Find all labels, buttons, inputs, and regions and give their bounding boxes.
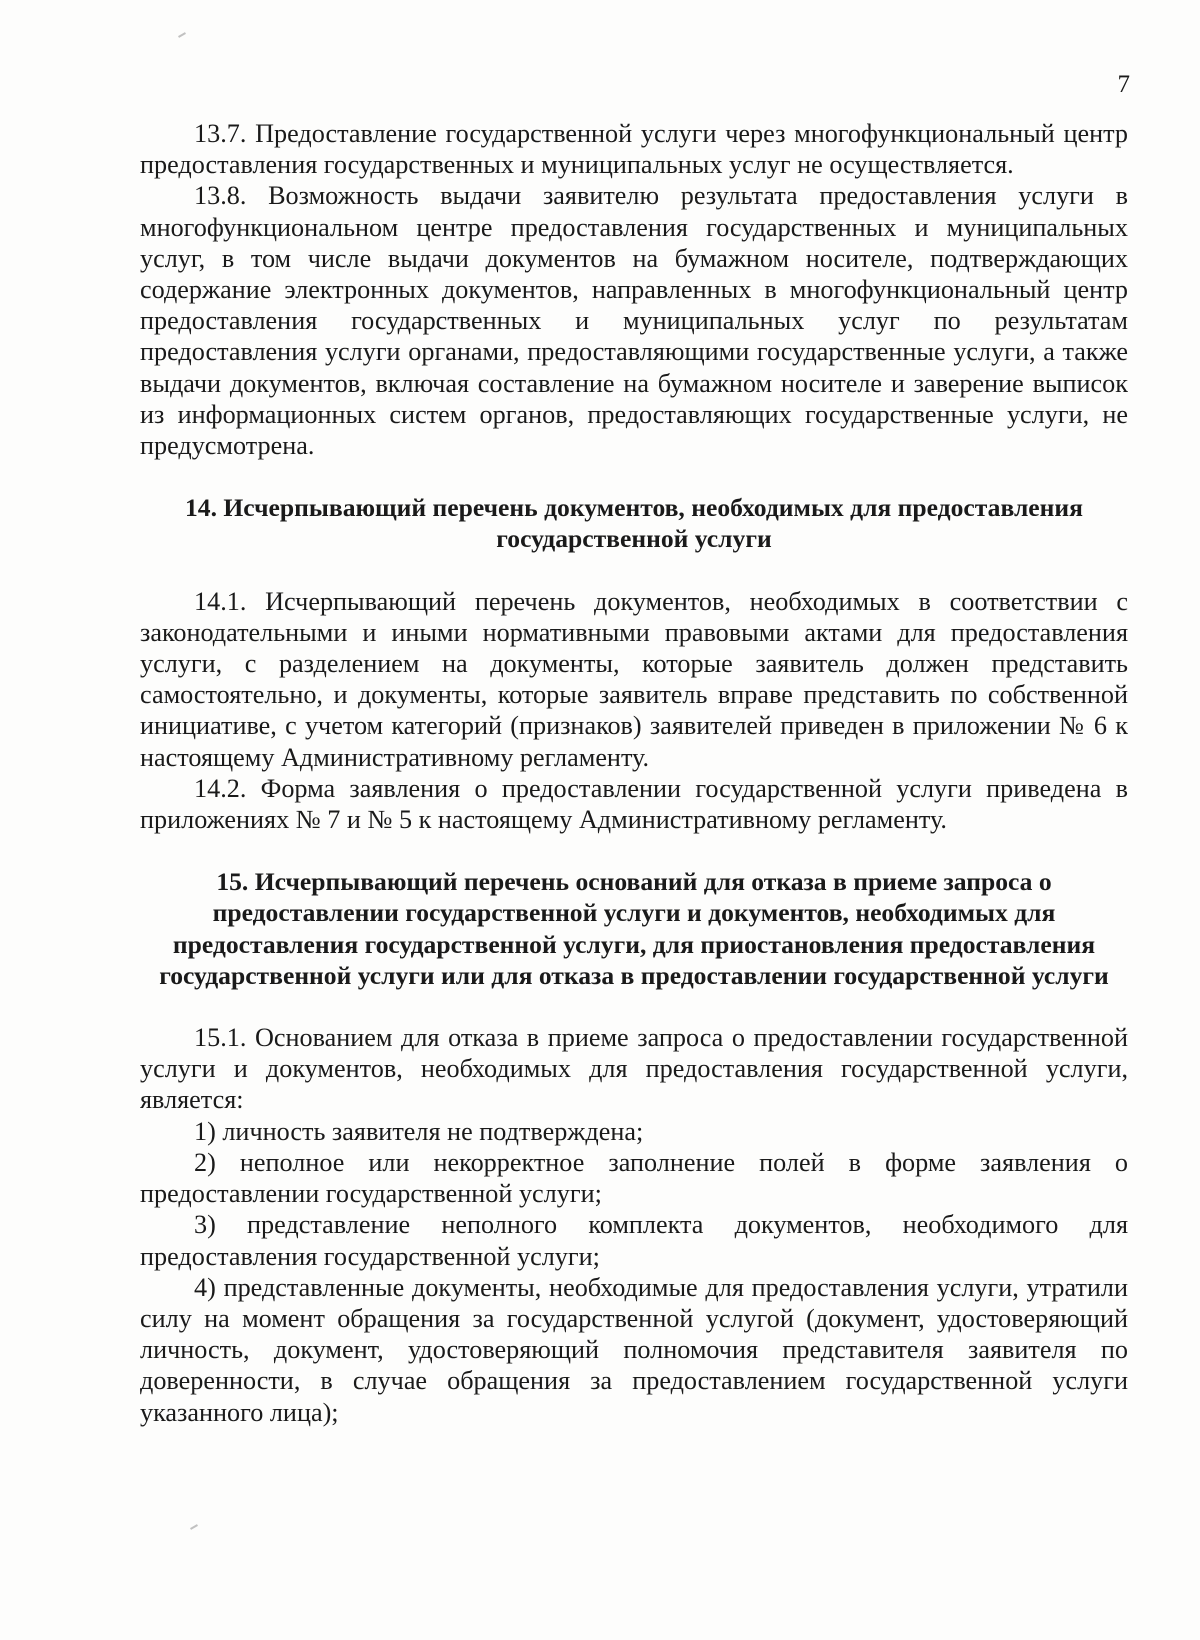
list-item-2: 2) неполное или некорректное заполнение полей в форме заявления о предоставлении государственной услуги; [140, 1147, 1128, 1209]
page-number: 7 [1117, 71, 1130, 98]
scan-speck [190, 1524, 198, 1530]
paragraph-14-2: 14.2. Форма заявления о предоставлении государственной услуги приведена в приложениях № 7 и № 5 к настоящему Административному регламенту. [140, 773, 1128, 835]
paragraph-15-1: 15.1. Основанием для отказа в приеме запроса о предоставлении государственной услуги и документов, необходимых для предоставления государственной услуги, является: [140, 1023, 1128, 1115]
paragraph-13-8: 13.8. Возможность выдачи заявителю результата предоставления услуги в многофункциональном центре предоставления государственных и муниципальных услуг, в том числе выдачи документов на бумажном носителе, подтверждающих содержание электронных документов, направленных в многофункциональный центр предоставления государственных и муниципальных услуг по результатам предоставления услуги органами, предоставляющими государственные услуги, а также выдачи документов, включая составление на бумажном носителе и заверение выписок из информационных систем органов, предоставляющих государственные услуги, не предусмотрена. [140, 181, 1128, 461]
section-14-heading: 14. Исчерпывающий перечень документов, необходимых для предоставления государственной услуги [184, 493, 1084, 554]
list-item-3: 3) представление неполного комплекта документов, необходимого для предоставления государственной услуги; [140, 1210, 1128, 1271]
list-item-1: 1) личность заявителя не подтверждена; [194, 1116, 644, 1146]
paragraph-13-7: 13.7. Предоставление государственной услуги через многофункциональный центр предоставления государственных и муниципальных услуг не осуществляется. [140, 119, 1128, 180]
scan-speck [178, 32, 186, 38]
paragraph-14-1: 14.1. Исчерпывающий перечень документов, необходимых в соответствии с законодательными и иными нормативными правовыми актами для предоставления услуги, с разделением на документы, которые заявитель должен представить самостоятельно, и документы, которые заявитель вправе представить по собственной инициативе, с учетом категорий (признаков) заявителей приведен в приложении № 6 к настоящему Административному регламенту. [140, 586, 1128, 772]
list-item-4: 4) представленные документы, необходимые для предоставления услуги, утратили силу на момент обращения за государственной услугой (документ, удостоверяющий личность, документ, удостоверяющий полномочия представителя заявителя по доверенности, в случае обращения за предоставлением государственной услуги указанного лица); [140, 1272, 1128, 1427]
section-15-heading: 15. Исчерпывающий перечень оснований для отказа в приеме запроса о предоставлении государственной услуги и документов, необходимых для предоставления государственной услуги, для приостановления предоставления государственной услуги или для отказа в предоставлении государственной услуги [159, 867, 1109, 990]
document-body [140, 118, 1128, 1428]
